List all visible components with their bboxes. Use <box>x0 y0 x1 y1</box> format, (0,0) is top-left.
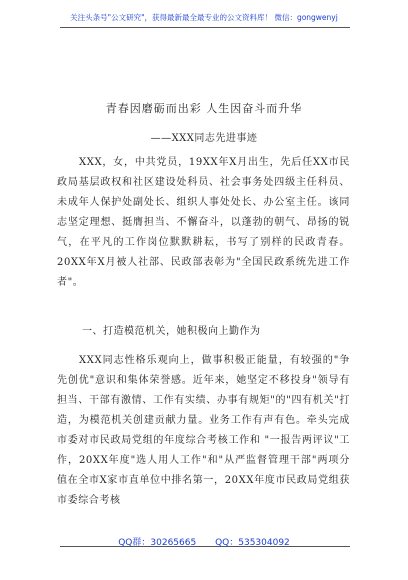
section-heading-1: 一、打造模范机关，她积极向上勤作为 <box>82 326 261 337</box>
footer <box>0 535 408 548</box>
footer-qq-group: QQ群：30265665 <box>118 538 197 548</box>
paragraph-section-1: XXX同志性格乐观向上，做事积极正能量，有较强的"争先创优"意识和集体荣誉感。近年来，她坚定不移投身"领导有担当、干部有激情、工作有实绩、办事有规矩"的"四有机关"打造，为模范机关创建贡献力量。业务工作有声有色。牵头完成市委对市民政局党组的年度综合考核工作和 "一报告两评议"工作，20XX年度"选人用人工作"和"从严监督管理干部"两项分值在全市X家市直单位中排名第一，20XX年度市民政局党组获市委综合考核 <box>57 355 350 506</box>
header-note: 关注头条号"公文研究"，获得最新最全最专业的公文资料库！ 微信：gongwenyj <box>70 13 338 22</box>
document-subtitle: ——XXX同志先进事迹 <box>150 133 258 144</box>
top-divider <box>60 27 350 28</box>
footer-qq: QQ：535304092 <box>215 538 290 548</box>
document-title: 青春因磨砺而出彩 人生因奋斗而升华 <box>105 102 303 115</box>
paragraph-intro: XXX，女，中共党员，19XX年X月出生，先后任XX市民政局基层政权和社区建设处科员、社会事务处四级主任科员、未成年人保护处副处长、组织人事处处长、办公室主任。该同志坚定理想、挺膺担当、不懈奋斗，以蓬勃的朝气、昂扬的锐气，在平凡的工作岗位默默耕耘，书写了别样的民政青春。20XX年X月被人社部、民政部表彰为"全国民政系统先进工作者"。 <box>57 157 350 288</box>
